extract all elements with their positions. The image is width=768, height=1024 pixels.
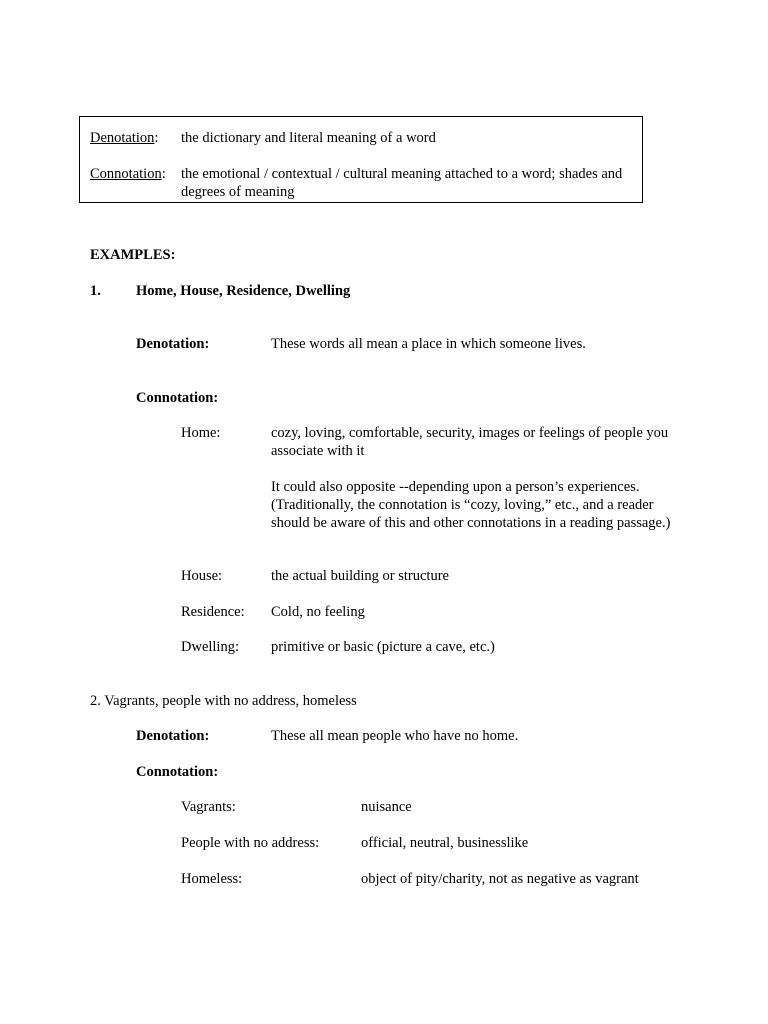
examples-heading: EXAMPLES: bbox=[90, 247, 176, 263]
example1-item-meaning: cozy, loving, comfortable, security, images or feelings of people you associate with it bbox=[271, 425, 669, 459]
example1-denotation-label: Denotation: bbox=[136, 336, 210, 352]
example1-item-word: House: bbox=[181, 568, 223, 584]
denotation-term-colon: : bbox=[154, 130, 159, 146]
example1-item-word: Home: bbox=[181, 425, 221, 441]
connotation-term-colon: : bbox=[161, 166, 166, 182]
connotation-definition-text: the emotional / contextual / cultural meaning attached to a word; shades and degrees of meaning bbox=[181, 166, 623, 200]
example1-number: 1. bbox=[90, 283, 101, 299]
example2-title: 2. Vagrants, people with no address, homeless bbox=[90, 693, 357, 709]
example2-denotation-label: Denotation: bbox=[136, 728, 210, 744]
example1-item-meaning: the actual building or structure bbox=[271, 568, 449, 584]
example1-item-word: Dwelling: bbox=[181, 639, 239, 655]
example2-item-meaning: official, neutral, businesslike bbox=[361, 835, 529, 851]
example1-item-meaning: Cold, no feeling bbox=[271, 604, 365, 620]
example2-item-word: People with no address: bbox=[181, 835, 320, 851]
example2-item-meaning: nuisance bbox=[361, 799, 412, 815]
denotation-definition-term bbox=[90, 129, 158, 147]
example1-item-meaning: It could also opposite --depending upon a person’s experiences. (Traditionally, the connotation is “cozy, loving,” etc., and a reader should be aware of this and other connotations in a reading passage.) bbox=[271, 479, 671, 531]
example1-title: Home, House, Residence, Dwelling bbox=[136, 283, 351, 299]
connotation-definition-term bbox=[90, 165, 166, 183]
connotation-term: Connotation bbox=[90, 166, 162, 182]
example2-item-word: Homeless: bbox=[181, 871, 243, 887]
example2-connotation-label: Connotation: bbox=[136, 764, 219, 780]
denotation-definition-text: the dictionary and literal meaning of a word bbox=[181, 130, 436, 146]
example1-item-meaning: primitive or basic (picture a cave, etc.) bbox=[271, 639, 495, 655]
example2-item-meaning: object of pity/charity, not as negative as vagrant bbox=[361, 871, 639, 887]
example2-denotation-text: These all mean people who have no home. bbox=[271, 728, 519, 744]
example1-denotation-text: These words all mean a place in which someone lives. bbox=[271, 336, 586, 352]
example1-item-word: Residence: bbox=[181, 604, 245, 620]
example2-item-word: Vagrants: bbox=[181, 799, 236, 815]
example1-connotation-label: Connotation: bbox=[136, 390, 219, 406]
denotation-term: Denotation bbox=[90, 130, 155, 146]
